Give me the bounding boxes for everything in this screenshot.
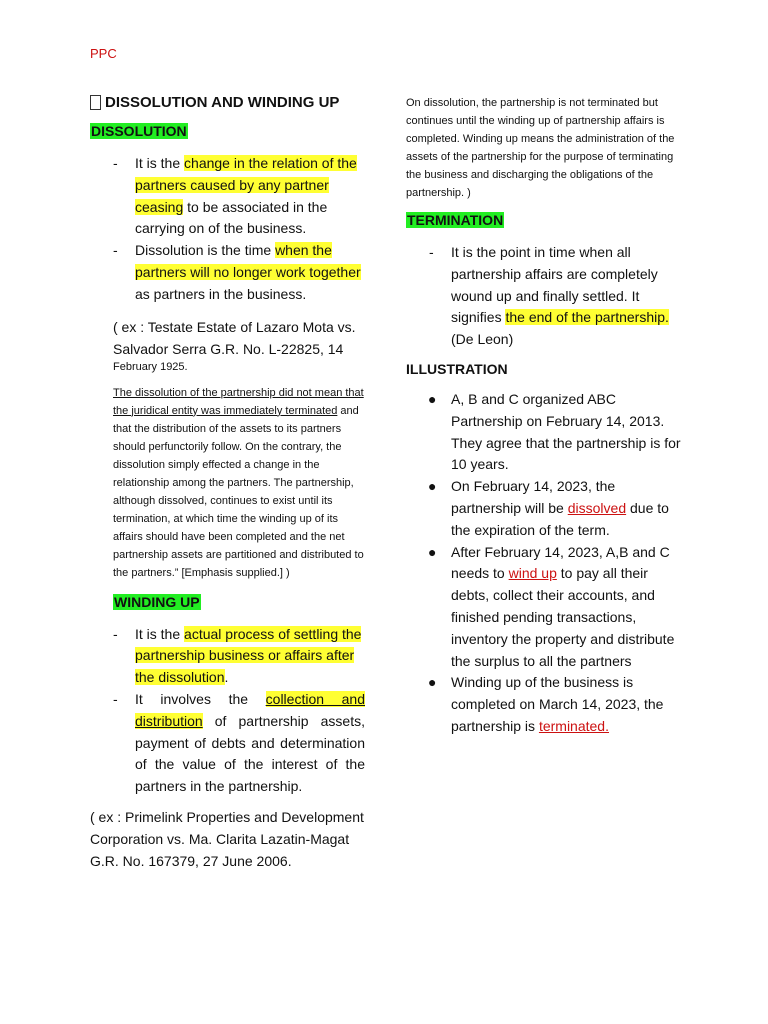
list-item (429, 242, 686, 351)
item-text: due to the expiration of the term. (451, 499, 669, 538)
termination-heading-wrap (406, 212, 686, 230)
case-date: February 1925. (113, 360, 188, 373)
dash-marker: - (429, 244, 434, 260)
list-item (428, 672, 686, 737)
item-text: It is the (135, 155, 185, 171)
dissolution-list (113, 153, 365, 306)
bullet-marker: ● (428, 478, 437, 495)
list-item (428, 476, 686, 541)
red-term: dissolved (567, 499, 627, 516)
left-column (90, 94, 365, 872)
red-term: wind up (508, 565, 557, 582)
winding-up-heading: WINDING UP (114, 593, 200, 610)
item-text: as partners in the business. (135, 285, 307, 302)
case-text: ( ex : Testate Estate of Lazaro Mota vs. Salvador Serra G.R. No. L-22825, 14 (113, 318, 356, 357)
item-text: to pay all their debts, collect their accounts, and finished pending transactions, inventory the property and distribute the surplus to all the partners (451, 565, 675, 669)
termination-heading: TERMINATION (407, 212, 504, 228)
case-citation-2: ( ex : Primelink Properties and Development Corporation vs. Ma. Clarita Lazatin-Magat G.R. No. 167379, 27 June 2006. (90, 808, 364, 869)
dash-marker: - (113, 242, 118, 259)
highlight-text: the end of the partnership. (505, 309, 669, 326)
list-item (113, 689, 365, 798)
page-title (90, 94, 365, 111)
dash-marker: - (113, 690, 118, 707)
item-text: A, B and C organized ABC Partnership on February 14, 2013. They agree that the partnership is for 10 years. (451, 390, 681, 473)
bullet-marker: ● (428, 543, 437, 560)
item-text: of partnership assets, payment of debts and determination of the value of the interest of the partners in the partnership. (135, 712, 365, 795)
dash-marker: - (113, 625, 118, 642)
quote-text: and that the distribution of the assets to its partners should perfunctorily follow. On the contrary, the dissolution simply effected a change in the relationship among the partners. The partnership, although dissolved, continues to exist until its termination, at which time the winding up of its affairs should have been completed and the net partnership assets are partitioned and distributed to the partners.” [Emphasis supplied.] ) (113, 404, 364, 579)
highlight-text: when the partners will no longer work together (135, 242, 361, 280)
item-text: to be associated in the carrying on of the business. (135, 198, 328, 237)
item-text: Winding up of the business is completed on March 14, 2023, the partnership is (451, 674, 664, 734)
highlight-text: collection and distribution (135, 690, 365, 729)
item-text: It is the (135, 625, 185, 642)
item-text: On February 14, 2023, the partnership will be (451, 478, 616, 516)
item-text: It involves the (135, 690, 266, 707)
highlight-text: actual process of settling the partnership business or affairs after the dissolution (135, 625, 362, 686)
red-term: terminated. (538, 717, 609, 734)
winding-up-list (113, 624, 365, 798)
header-label: PPC (90, 46, 117, 61)
list-item (113, 153, 365, 240)
item-text: After February 14, 2023, A,B and C needs to (451, 543, 670, 582)
item-text: It is the point in time when all partnership affairs are completely wound up and finally settled. It signifies (451, 244, 658, 326)
item-text: . (224, 669, 229, 686)
dissolution-heading-wrap (90, 123, 365, 141)
highlight-text: change in the relation of the partners caused by any partner ceasing (135, 155, 357, 215)
case-quote (90, 384, 365, 582)
quote-underlined: The dissolution of the partnership did not mean that the juridical entity was immediately terminated (113, 386, 364, 417)
bullet-marker: ● (428, 390, 437, 407)
title-text: DISSOLUTION AND WINDING UP (105, 94, 340, 111)
termination-list (429, 242, 686, 351)
dash-marker: - (113, 155, 118, 171)
item-text: Dissolution is the time (135, 242, 276, 259)
intro-paragraph: On dissolution, the partnership is not terminated but continues until the winding up of partnership affairs is completed. Winding up means the administration of the assets of the partnership for the purpose of terminating the business and discharging the obligations of the partnership. ) (406, 97, 675, 199)
case-citation (90, 316, 365, 376)
right-column (406, 94, 686, 738)
list-item (428, 542, 686, 673)
box-icon (90, 95, 101, 110)
bullet-marker: ● (428, 674, 437, 691)
list-item (113, 240, 365, 305)
illustration-list (428, 389, 686, 738)
list-item (428, 389, 686, 476)
illustration-heading: ILLUSTRATION (406, 360, 508, 377)
dissolution-heading: DISSOLUTION (91, 123, 187, 139)
winding-up-heading-wrap (90, 594, 365, 612)
list-item (113, 624, 365, 689)
item-text: (De Leon) (451, 331, 514, 348)
